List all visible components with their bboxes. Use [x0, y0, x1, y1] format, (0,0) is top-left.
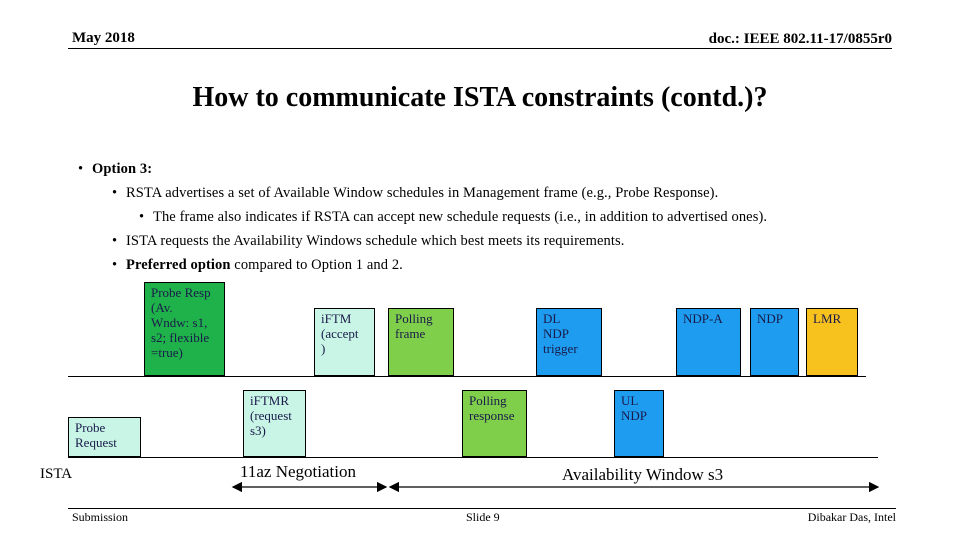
- bullet-text-bold: Option 3:: [92, 161, 153, 177]
- footer-rule: [68, 508, 896, 509]
- slide-title: How to communicate ISTA constraints (contd.)?: [192, 82, 768, 113]
- bullet-text-segment: compared to Option 1 and 2.: [230, 257, 403, 273]
- negotiation-label: 11az Negotiation: [240, 462, 356, 481]
- polling-frame: Polling frame: [388, 308, 454, 376]
- lmr-frame: LMR: [806, 308, 858, 376]
- bullet-level2: • Preferred option compared to Option 1 and 2.: [112, 257, 403, 273]
- footer-submission: Submission: [72, 510, 129, 524]
- dl-ndp-trigger-frame: DL NDP trigger: [536, 308, 602, 376]
- footer-author: Dibakar Das, Intel: [807, 510, 896, 524]
- header-doc-id: doc.: IEEE 802.11-17/0855r0: [708, 31, 892, 47]
- bullet-level3: • The frame also indicates if RSTA can accept new schedule requests (i.e., in addition to advertised ones).: [139, 209, 768, 225]
- bullet-level2: • RSTA advertises a set of Available Window schedules in Management frame (e.g., Probe Response).: [112, 185, 719, 201]
- iftm-frame: iFTM (accept ): [314, 308, 375, 376]
- bullet-level1: • Option 3:: [78, 161, 153, 177]
- polling-response-frame: Polling response: [462, 390, 527, 457]
- bullet-level2: • ISTA requests the Availability Windows schedule which best meets its requirements.: [112, 233, 625, 249]
- header-date: May 2018: [72, 30, 135, 46]
- ndp-a-frame: NDP-A: [676, 308, 741, 376]
- footer-slide-number: Slide 9: [466, 510, 500, 524]
- bullet-text-segment: RSTA advertises a set of Available Window schedules in Management frame (e.g., Probe Response).: [126, 185, 719, 201]
- bullet-text-segment: ISTA requests the Availability Windows schedule which best meets its requirements.: [126, 233, 625, 249]
- iftmr-frame: iFTMR (request s3): [243, 390, 306, 457]
- probe-request-frame: Probe Request: [68, 417, 141, 457]
- ndp-frame: NDP: [750, 308, 799, 376]
- probe-response-frame: Probe Resp (Av. Wndw: s1, s2; flexible =true): [144, 282, 225, 376]
- availability-window-label: Availability Window s3: [562, 465, 724, 484]
- bullet-text-bold: Preferred option: [126, 257, 231, 273]
- ul-ndp-frame: UL NDP: [614, 390, 664, 457]
- bullet-text-segment: The frame also indicates if RSTA can accept new schedule requests (i.e., in addition to advertised ones).: [153, 209, 768, 225]
- ista-label: ISTA: [40, 466, 73, 482]
